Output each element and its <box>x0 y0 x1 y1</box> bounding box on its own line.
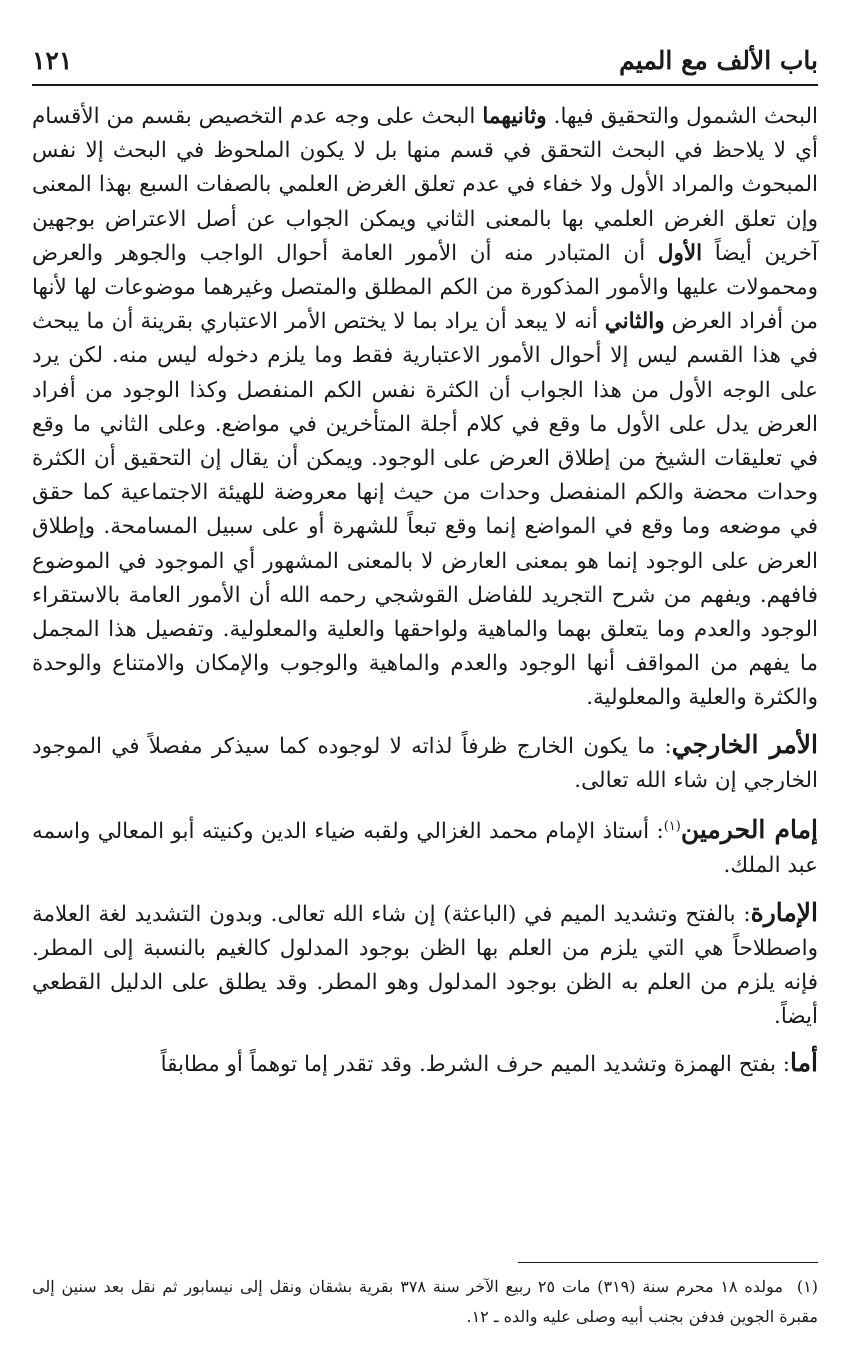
running-title: باب الألف مع الميم <box>619 46 818 75</box>
page-number: ١٢١ <box>32 46 73 75</box>
entry-imam-haramayn <box>32 810 818 884</box>
entry-term: الإمارة <box>750 897 818 927</box>
footnote-mark: (١) <box>796 1277 819 1296</box>
keyword-awwal: الأول <box>657 240 703 266</box>
text-span: أن المتبادر منه أن الأمور العامة أحوال الواجب والجوهر والعرض ومحمولات عليها والأمور المذكورة من الكم المطلق والمتصل وغيرهما موضوعات لها لأنها من أفراد العرض <box>32 240 818 335</box>
footnote-text: مولده ١٨ محرم سنة (٣١٩) مات ٢٥ ربيع الآخر سنة ٣٧٨ بقرية بشقان ونقل إلى نيسابور ثم نقل بعد سنين إلى مقبرة الجوين فدفن بجنب أبيه وصلى عليه والده ـ ١٢. <box>32 1277 818 1326</box>
entry-term: أما <box>790 1048 818 1078</box>
entry-term: الأمر الخارجي <box>671 729 818 759</box>
entry-term: إمام الحرمين <box>680 815 818 845</box>
entry-definition: : ما يكون الخارج ظرفاً لذاته لا لوجوده كما سيذكر مفصلاً في الموجود الخارجي إن شاء الله تعالى. <box>32 733 818 793</box>
entry-amma <box>32 1046 818 1082</box>
footnote-reference[interactable]: (١) <box>663 819 681 835</box>
keyword-thanihima: وثانيهما <box>482 104 547 129</box>
text-span: البحث الشمول والتحقيق فيها. <box>553 104 818 129</box>
entry-amr-kharji <box>32 728 818 798</box>
entry-definition: : أستاذ الإمام محمد الغزالي ولقبه ضياء الدين وكنيته أبو المعالي واسمه عبد الملك. <box>32 819 818 879</box>
header-rule <box>32 84 818 86</box>
text-span: أنه لا يبعد أن يراد بما لا يختص الأمر الاعتباري بقرينة أن ما يبحث في هذا القسم ليس إلا أحوال الأمور الاعتبارية فقط وما يلزم دخوله ليس منه. لكن يرد على الوجه الأول من هذا الجواب أن الكثرة نفس الكم المنفصل وكذا الوجود من أفراد العرض يدل على الأول ما وقع في كلام أجلة المتأخرين في مواضع. وعلى الثاني ما وقع في تعليقات الشيخ من إطلاق العرض على الوجود. ويمكن أن يقال إن التحقيق أن الكثرة وحدات محضة والكم المنفصل وحدات من حيث إنها معروضة للهيئة الاجتماعية كما حقق في موضعه وما وقع في المواضع إنما وقع تبعاً للشهرة أو على سبيل المسامحة. وإطلاق العرض على الوجود إنما هو بمعنى العارض لا بالمعنى المشهور أي الموجود في الموضوع فافهم. ويفهم من شرح التجريد للفاضل القوشجي رحمه الله أن الأمور العامة بالاستقراء الوجود والعدم وما يتعلق بهما والماهية ولواحقها والعلية والمعلولية. وتفصيل هذا المجمل ما يفهم من المواقف أنها الوجود والعدم والماهية والوجوب والإمكان والامتناع والوحدة والكثرة والعلية والمعلولية. <box>32 309 818 711</box>
footnote-1 <box>32 1272 818 1332</box>
text-span: البحث على وجه عدم التخصيص بقسم من الأقسام أي لا يلاحظ في البحث التحقق في قسم منها بل لا يكون الملحوظ في البحث إلا نفس المبحوث والمراد الأول ولا خفاء في عدم تعلق الغرض العلمي بالصفات السبع بهذا المعنى وإن تعلق الغرض العلمي بها بالمعنى الثاني ويمكن الجواب عن أصل الاعتراض بوجهين آخرين أيضاً <box>32 104 818 266</box>
entry-definition: : بفتح الهمزة وتشديد الميم حرف الشرط. وقد تقدر إما توهماً أو مطابقاً <box>160 1052 791 1078</box>
page-body <box>32 100 818 1095</box>
keyword-thani: والثاني <box>604 309 665 335</box>
paragraph-umur-amma <box>32 100 818 716</box>
footnotes <box>32 1272 818 1332</box>
page-header <box>32 38 818 82</box>
footnote-rule <box>518 1262 818 1263</box>
entry-definition: : بالفتح وتشديد الميم في (الباعثة) إن شاء الله تعالى. وبدون التشديد لغة العلامة واصطلاحاً هي التي يلزم من العلم بها الظن بوجود المدلول كالغيم بالنسبة إلى المطر. فإنه يلزم من العلم به الظن بوجود المدلول وهو المطر. وقد يطلق على الدليل القطعي أيضاً. <box>32 901 818 1030</box>
entry-imara <box>32 896 818 1035</box>
